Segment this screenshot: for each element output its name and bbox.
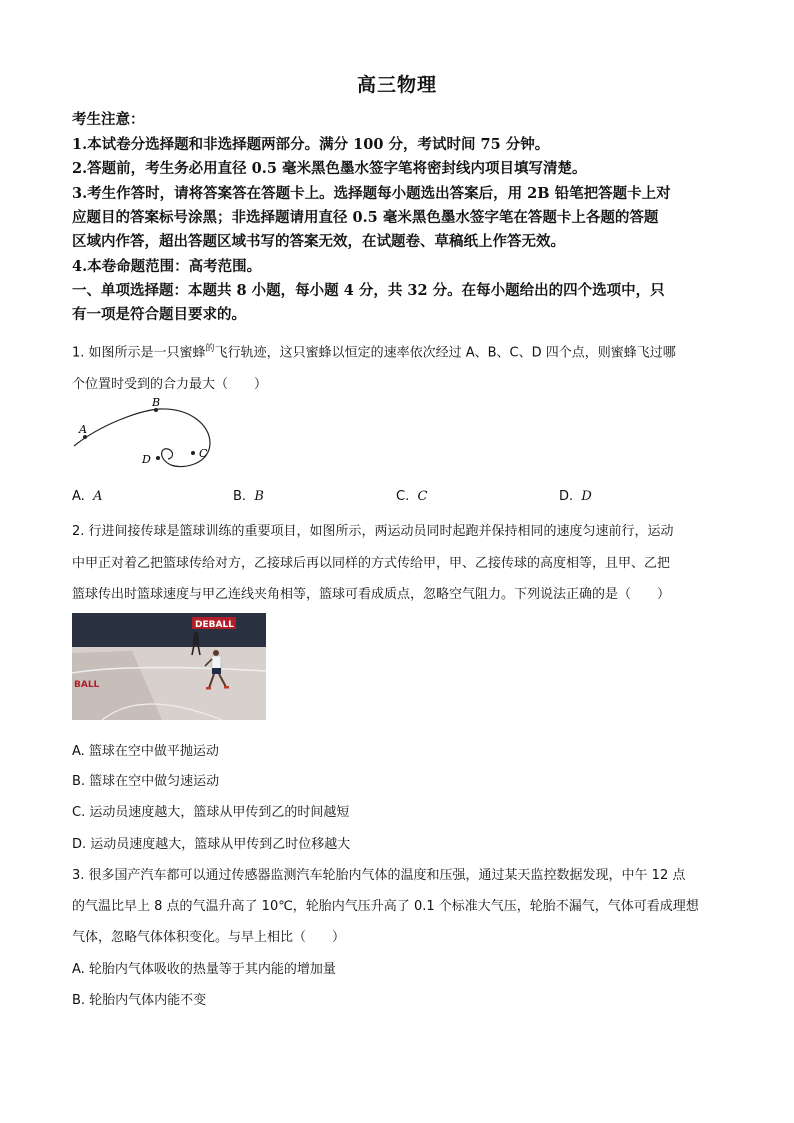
basketball-court-image	[72, 613, 266, 720]
notice-item: 应题目的答案标号涂黑；非选择题请用直径 0.5 毫米黑色墨水签字笔在答题卡上各题的答题	[72, 209, 659, 226]
q1-option-a[interactable]	[72, 489, 102, 504]
notice-item: 1.本试卷分选择题和非选择题两部分。满分 100 分，考试时间 75 分钟。	[72, 136, 550, 153]
q1-option-d[interactable]	[559, 489, 592, 504]
q2-option-d[interactable]: D. 运动员速度越大，篮球从甲传到乙时位移越大	[72, 837, 351, 852]
option-key: A.	[72, 489, 85, 504]
option-value: C	[417, 489, 428, 504]
q1-stem-part: 飞行轨迹，这只蜜蜂以恒定的速率依次经过 A、B、C、D 四个点，则蜜蜂飞过哪	[214, 345, 676, 361]
player-body	[212, 656, 221, 669]
court-wall	[72, 613, 266, 647]
option-value: D	[581, 489, 592, 504]
q2-option-b[interactable]: B. 篮球在空中做匀速运动	[72, 774, 220, 789]
q3-option-a[interactable]: A. 轮胎内气体吸收的热量等于其内能的增加量	[72, 962, 336, 977]
notice-item: 4.本卷命题范围：高考范围。	[72, 258, 262, 275]
player-shoe	[224, 686, 229, 689]
q1-option-c[interactable]	[396, 489, 427, 504]
q3-stem-line1: 3. 很多国产汽车都可以通过传感器监测汽车轮胎内气体的温度和压强，通过某天监控数据发现，中午 12 点	[72, 868, 686, 883]
point-d	[156, 456, 160, 460]
q2-stem-line3: 篮球传出时篮球速度与甲乙连线夹角相等，篮球可看成质点，忽略空气阻力。下列说法正确的是（ ）	[72, 587, 671, 602]
player-shoe	[206, 687, 211, 690]
label-c: C	[199, 447, 208, 460]
player-head	[194, 632, 199, 637]
wall-banner-text: DEBALL	[195, 620, 234, 630]
option-value: A	[93, 489, 103, 504]
page-title: 高三物理	[356, 74, 437, 96]
player-head	[213, 650, 219, 656]
q2-stem-line2: 中甲正对着乙把篮球传给对方，乙接球后再以同样的方式传给甲，甲、乙接传球的高度相等，且甲、乙把	[72, 556, 671, 571]
basketball-photo	[72, 613, 266, 720]
q1-stem-line2: 个位置时受到的合力最大（ ）	[72, 377, 268, 392]
q3-stem-line2: 的气温比早上 8 点的气温升高了 10℃，轮胎内气压升高了 0.1 个标准大气压，轮胎不漏气，气体可看成理想	[72, 899, 699, 914]
q1-stem-line1	[72, 341, 676, 360]
notice-item: 区域内作答，超出答题区域书写的答案无效，在试题卷、草稿纸上作答无效。	[72, 233, 565, 250]
notice-item: 2.答题前，考生务必用直径 0.5 毫米黑色墨水签字笔将密封线内项目填写清楚。	[72, 160, 587, 177]
option-key: C.	[396, 489, 410, 504]
label-d: D	[142, 453, 151, 466]
section-heading: 一、单项选择题：本题共 8 小题，每小题 4 分，共 32 分。在每小题给出的四个选项中，只	[72, 282, 665, 299]
label-b: B	[152, 396, 161, 409]
notice-item: 3.考生作答时，请将答案答在答题卡上。选择题每小题选出答案后，用 2B 铅笔把答题卡上对	[72, 185, 671, 202]
q2-option-a[interactable]: A. 篮球在空中做平抛运动	[72, 744, 219, 759]
option-key: B.	[233, 489, 247, 504]
floor-text: BALL	[74, 680, 100, 690]
q1-stem-sup: 的	[205, 344, 215, 354]
section-heading-cont: 有一项是符合题目要求的。	[72, 306, 246, 323]
player-body	[193, 636, 199, 645]
q2-option-c[interactable]: C. 运动员速度越大，篮球从甲传到乙的时间越短	[72, 805, 350, 820]
notice-heading: 考生注意：	[72, 111, 145, 128]
option-key: D.	[559, 489, 574, 504]
point-c	[191, 451, 195, 455]
label-a: A	[79, 423, 87, 436]
q1-option-b[interactable]	[233, 489, 264, 504]
q1-stem-part: 1. 如图所示是一只蜜蜂	[72, 345, 206, 361]
bee-trajectory-figure	[70, 395, 220, 475]
player-shorts	[212, 668, 221, 674]
q3-option-b[interactable]: B. 轮胎内气体内能不变	[72, 993, 207, 1008]
q3-stem-line3: 气体，忽略气体体积变化。与早上相比（ ）	[72, 930, 346, 945]
q2-stem-line1: 2. 行进间接传球是篮球训练的重要项目，如图所示，两运动员同时起跑并保持相同的速度匀速前行，运动	[72, 524, 674, 539]
option-value: B	[254, 489, 264, 504]
